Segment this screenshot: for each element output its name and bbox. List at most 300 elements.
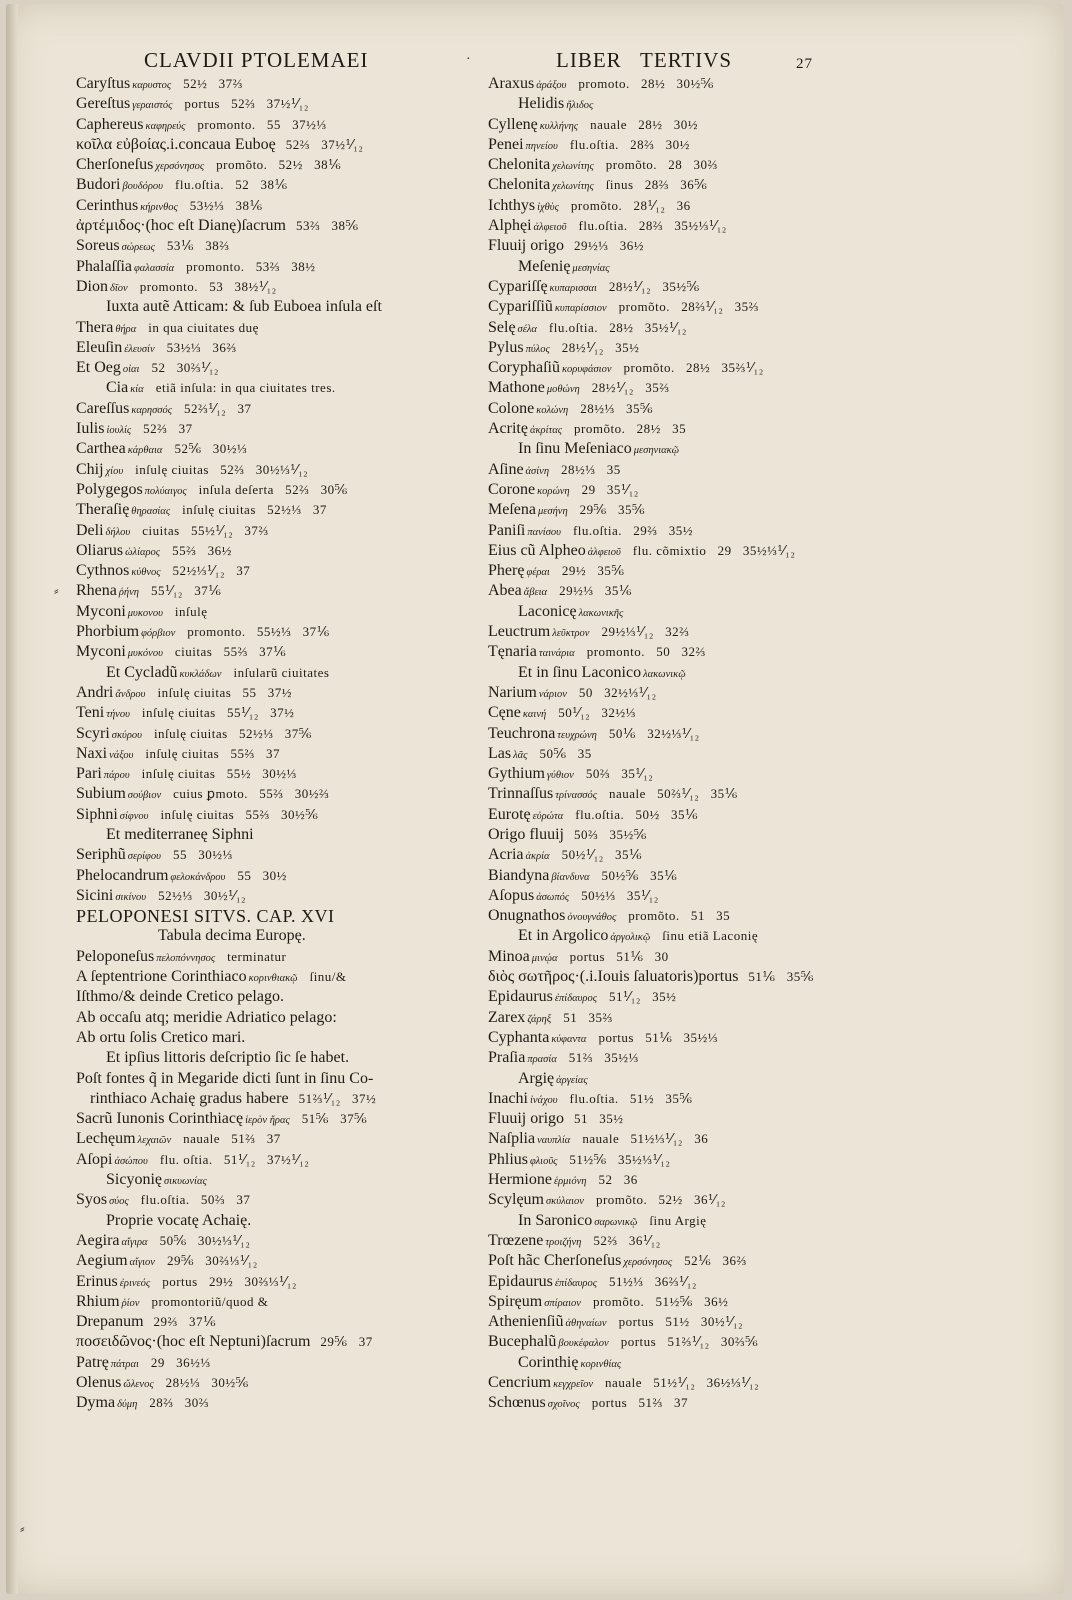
coordinates-text: promõto. 28⅔⅟₁₂ 35⅔	[618, 299, 759, 315]
latin-text: Tabula decima Europę.	[158, 927, 306, 945]
entry-line	[488, 175, 833, 195]
latin-text: Thera	[76, 318, 114, 336]
latin-text: Deli	[76, 521, 104, 539]
greek-text: κυλλήνης	[539, 120, 579, 132]
latin-text: Schœnus	[488, 1394, 546, 1412]
coordinates-text: portus 51½ 30½⅟₁₂	[618, 1314, 744, 1330]
entry-line	[76, 1089, 476, 1109]
coordinates-text: promonto. 55 37½⅓	[197, 116, 327, 132]
greek-text: οἰαι	[122, 364, 140, 376]
greek-text: σούβιον	[127, 790, 162, 802]
greek-text: χερσόνησος	[623, 1257, 673, 1269]
greek-text: εὐρώτα	[532, 810, 564, 822]
latin-text: Meſena	[488, 501, 536, 519]
latin-text: Aſopi	[76, 1150, 113, 1168]
latin-text: Cherſoneſus	[76, 156, 154, 174]
greek-text: κυκλάδων	[179, 668, 222, 680]
coordinates-text: 29⅔ 37⅙	[153, 1314, 217, 1330]
latin-text: Myconi	[76, 602, 126, 620]
latin-text: Hermione	[488, 1171, 552, 1189]
coordinates-text: 28½⅟₁₂ 35½⅚	[608, 278, 700, 294]
latin-text: Aegira	[76, 1231, 120, 1249]
entry-line	[488, 216, 833, 236]
coordinates-text: 51 35⅔	[563, 1009, 613, 1025]
book-page	[6, 4, 1064, 1594]
entry-line	[76, 1312, 476, 1332]
entry-line	[488, 784, 833, 804]
latin-text: Phelocandrum	[76, 866, 169, 884]
entry-line	[488, 1312, 833, 1332]
entry-line	[76, 1129, 476, 1149]
greek-text: τευχρώνη	[557, 729, 597, 741]
coordinates-text: flu.oſtia. 50½ 35⅙	[575, 806, 699, 822]
greek-text: καρησσός	[131, 404, 172, 416]
latin-text: Trinnaſſus	[488, 785, 554, 803]
coordinates-text: terminatur	[227, 948, 287, 964]
entry-line	[488, 561, 833, 581]
latin-text: Bucephalũ	[488, 1333, 557, 1351]
running-head-left: CLAVDII PTOLEMAEI	[144, 48, 369, 72]
entry-line	[488, 622, 833, 642]
latin-text: Soreus	[76, 237, 120, 255]
coordinates-text: inſulę ciuitas 52½⅓ 37⅚	[153, 725, 312, 741]
latin-text: Athenienſiũ	[488, 1313, 564, 1331]
greek-text: κάρθαια	[127, 445, 163, 457]
greek-text: σύος	[109, 1196, 129, 1208]
greek-text: πύλος	[525, 343, 550, 355]
greek-text: μυκονου	[127, 607, 163, 619]
greek-text: μεσηνίας	[572, 262, 610, 274]
latin-text: Abea	[488, 582, 522, 600]
coordinates-text: 53½⅓ 38⅙	[189, 197, 263, 213]
latin-text: Cęne	[488, 704, 521, 722]
coordinates-text: 50½⅓ 35⅟₁₂	[581, 887, 659, 903]
entry-line	[76, 1008, 476, 1028]
entry-line	[488, 1129, 833, 1149]
greek-text: φλιοῦς	[530, 1155, 558, 1167]
entry-line	[488, 1211, 833, 1231]
latin-text: Eius cũ Alpheo	[488, 541, 586, 559]
coordinates-text: ſinu/&	[309, 969, 347, 985]
greek-text: κυπαρισσαι	[549, 282, 597, 294]
greek-text: ἐλευσίν	[124, 343, 155, 355]
coordinates-text: flu.oſtia. 51½ 35⅚	[569, 1090, 693, 1106]
entry-line	[76, 378, 476, 398]
entry-line	[488, 1353, 833, 1373]
latin-text: Eurotę	[488, 805, 531, 823]
entry-line	[76, 1353, 476, 1373]
greek-text: ναυπλία	[537, 1135, 571, 1147]
latin-text: Polygegos	[76, 480, 143, 498]
entry-line	[76, 1150, 476, 1170]
entry-line	[76, 1069, 476, 1089]
greek-text: ἀλφειοῦ	[533, 222, 567, 234]
entry-line	[488, 1292, 833, 1312]
entry-line	[488, 500, 833, 520]
latin-text: Iſthmo/& deinde Cretico pelago.	[76, 988, 284, 1006]
latin-text: Naxi	[76, 744, 108, 762]
coordinates-text: 51⅔⅟₁₂ 37½	[298, 1090, 377, 1106]
coordinates-text: 28½⅓ 30½⅚	[165, 1375, 249, 1390]
coordinates-text: promõto. 28½ 35⅔⅟₁₂	[623, 360, 764, 376]
latin-text: Cythnos	[76, 562, 130, 580]
entry-line	[488, 926, 833, 946]
coordinates-text: promõto. 28 30⅔	[605, 157, 718, 173]
latin-text: Cyllenę	[488, 115, 538, 133]
greek-text: ἀσώπου	[114, 1155, 148, 1167]
entry-line	[488, 703, 833, 723]
greek-text: πάτραι	[110, 1358, 139, 1370]
greek-text: μεσηνιακῷ	[633, 445, 680, 457]
coordinates-text: 52½⅓ 30½⅟₁₂	[158, 887, 247, 903]
latin-text: Myconi	[76, 643, 126, 661]
latin-text: Minoa	[488, 947, 530, 965]
coordinates-text: promonto. 50 32⅔	[586, 644, 706, 660]
latin-text: Et Cycladũ	[106, 663, 178, 681]
entry-line	[488, 1109, 833, 1129]
latin-text: Chelonita	[488, 176, 551, 194]
latin-text: Trœzene	[488, 1231, 544, 1249]
latin-text: Iulis	[76, 420, 105, 438]
entry-line	[76, 277, 476, 297]
coordinates-text: 52⅔⅟₁₂ 37	[184, 400, 252, 416]
entry-line	[76, 1048, 476, 1068]
greek-text: ὠλίαρος	[125, 546, 161, 558]
coordinates-text: 50⅚ 35	[539, 745, 592, 761]
greek-text: κυπαρίσσιον	[554, 303, 607, 315]
latin-text: Siphni	[76, 805, 118, 823]
entry-line	[76, 967, 476, 987]
coordinates-text: flu. oſtia. 51⅟₁₂ 37½⅟₁₂	[159, 1151, 310, 1167]
greek-text: τρίνασσός	[555, 790, 597, 802]
coordinates-text: in qua ciuitates duę	[148, 319, 259, 335]
greek-text: σκύλαιον	[546, 1196, 584, 1208]
entry-line	[488, 1170, 833, 1190]
entry-line	[76, 602, 476, 622]
entry-line	[76, 1292, 476, 1312]
coordinates-text: flu.oſtia. 28⅔ 30½	[569, 136, 690, 152]
latin-text: Ab occaſu atq; meridie Adriatico pelago:	[76, 1008, 337, 1026]
entry-line	[76, 318, 476, 338]
entry-line	[76, 74, 476, 94]
latin-text: ἀρτέμιδος·(hoc eſt Dianę)ſacrum	[76, 217, 286, 235]
greek-text: σίφνου	[119, 810, 149, 822]
coordinates-text: 51⅟₁₂ 35½	[608, 989, 677, 1005]
entry-line	[76, 1190, 476, 1210]
coordinates-text: 55 30½⅓	[172, 847, 233, 863]
latin-text: Coryphaſiũ	[488, 359, 560, 377]
latin-text: Syos	[76, 1191, 108, 1209]
greek-text: δῖον	[110, 282, 128, 294]
coordinates-text: portus 51⅔⅟₁₂ 30⅔⅚	[620, 1334, 759, 1350]
greek-text: κύθνος	[131, 567, 161, 579]
coordinates-text: 29½ 35⅚	[561, 563, 625, 579]
latin-text: Lechęum	[76, 1130, 136, 1148]
latin-text: Phalaſſia	[76, 257, 132, 275]
entry-line	[488, 1150, 833, 1170]
latin-text: Biandyna	[488, 866, 550, 884]
greek-text: ἰουλίς	[106, 425, 132, 437]
latin-text: Aſopus	[488, 886, 535, 904]
entry-line	[488, 1089, 833, 1109]
coordinates-text: 29⅚ 30⅔⅓⅟₁₂	[166, 1253, 258, 1269]
entry-line	[76, 845, 476, 865]
greek-text: κολώνη	[536, 404, 569, 416]
latin-text: Cerinthus	[76, 196, 139, 214]
entry-line	[488, 297, 833, 317]
entry-line	[488, 845, 833, 865]
latin-text: Subium	[76, 785, 126, 803]
latin-text: Fluuij origo	[488, 237, 565, 255]
entry-line	[488, 642, 833, 662]
greek-text: σώρεως	[121, 242, 155, 254]
coordinates-text: inſulę ciuitas 52⅔ 30½⅓⅟₁₂	[135, 461, 309, 477]
coordinates-text: promonto. 55½⅓ 37⅙	[187, 624, 330, 640]
entry-line	[76, 1211, 476, 1231]
greek-text: ἱερὸν ἥρας	[245, 1115, 290, 1127]
latin-text: Mathone	[488, 379, 545, 397]
greek-text: φόρβιον	[141, 628, 176, 640]
latin-text: Acritę	[488, 420, 528, 438]
entry-line	[488, 1332, 833, 1352]
latin-text: rinthiaco Achaię gradus habere	[90, 1089, 289, 1107]
greek-text: θήρα	[115, 323, 137, 335]
greek-text: φαλασσία	[133, 262, 175, 274]
coordinates-text: 51⅙ 35⅚	[748, 969, 814, 985]
coordinates-text: 29⅚ 35⅚	[579, 502, 646, 518]
coordinates-text: etiã inſula: in qua ciuitates tres.	[155, 380, 336, 396]
latin-text: Et in Argolico	[518, 927, 609, 945]
latin-text: Poſt fontes q̃ in Megaride dicti ſunt in ſinu Co-	[76, 1069, 374, 1087]
latin-text: Aſine	[488, 460, 524, 478]
coordinates-text: 55 30½	[237, 867, 287, 883]
latin-text: Laconicę	[518, 602, 577, 620]
latin-text: Chelonita	[488, 156, 551, 174]
coordinates-text: flu.oſtia. 50⅔ 37	[140, 1192, 251, 1208]
coordinates-text: inſulę ciuitas 52½⅓ 37	[182, 502, 327, 518]
coordinates-text: inſula deſerta 52⅔ 30⅚	[198, 481, 348, 497]
latin-text: Pherę	[488, 562, 525, 580]
greek-text: μεσήνη	[537, 506, 568, 518]
greek-text: ἐρινεός	[119, 1277, 151, 1289]
coordinates-text: flu. cõmixtio 29 35½⅓⅟₁₂	[632, 542, 796, 558]
greek-text: ἄβεια	[523, 587, 548, 599]
greek-text: γεραιστός	[132, 100, 173, 112]
coordinates-text: 53⅔ 38⅚	[295, 218, 359, 234]
coordinates-text: ſinus 28⅔ 36⅚	[605, 177, 708, 193]
greek-text: ἀσίνη	[525, 465, 550, 477]
greek-text: ἀκρίτας	[529, 425, 563, 437]
entry-line	[488, 521, 833, 541]
greek-text: ἀθηναίων	[565, 1318, 607, 1330]
coordinates-text: 55⅟₁₂ 37⅙	[151, 583, 222, 599]
coordinates-text: portus 29½ 30⅔⅓⅟₁₂	[162, 1273, 297, 1289]
entry-line	[76, 1393, 476, 1413]
entry-line	[488, 683, 833, 703]
greek-text: λακωνικῆς	[578, 607, 624, 619]
coordinates-text: portus 51⅙ 30	[569, 948, 669, 964]
entry-line	[488, 318, 833, 338]
entry-line	[76, 521, 476, 541]
entry-line	[76, 541, 476, 561]
coordinates-text: portus 51⅔ 37	[591, 1395, 688, 1411]
latin-text: Onugnathos	[488, 907, 566, 925]
latin-text: Patrę	[76, 1353, 109, 1371]
greek-text: νάξου	[109, 749, 134, 761]
coordinates-text: promõto. 28⅟₁₂ 36	[570, 197, 691, 213]
coordinates-text: 28½⅓ 35⅚	[580, 400, 654, 416]
coordinates-text: promonto. 53⅔ 38½	[186, 258, 316, 274]
greek-text: τήνου	[106, 709, 130, 721]
greek-text: ταινάρια	[538, 648, 575, 660]
latin-text: Carthea	[76, 440, 126, 458]
greek-text: ζάρηξ	[527, 1013, 552, 1025]
latin-text: Cencrium	[488, 1374, 552, 1391]
greek-text: κία	[130, 384, 144, 396]
coordinates-text: nauale 51½⅟₁₂ 36½⅓⅟₁₂	[605, 1375, 760, 1390]
coordinates-text: nauale 50⅔⅟₁₂ 35⅙	[608, 786, 738, 802]
greek-text: γύθιον	[546, 770, 574, 782]
coordinates-text: 52½ 37⅔	[183, 76, 243, 91]
latin-text: Corone	[488, 480, 536, 498]
coordinates-text: flu.oſtia. 28½ 35½⅟₁₂	[548, 319, 687, 335]
latin-text: Drepanum	[76, 1313, 144, 1331]
entry-line	[488, 1008, 833, 1028]
coordinates-text: inſulę	[174, 603, 208, 619]
latin-text: Eleuſin	[76, 338, 123, 356]
greek-text: κορινθίας	[580, 1358, 622, 1370]
greek-text: ἀκρία	[525, 851, 550, 863]
entry-line	[76, 683, 476, 703]
greek-text: ὀνουγνάθος	[567, 912, 617, 924]
latin-text: Pari	[76, 765, 102, 783]
entry-line	[488, 967, 833, 987]
greek-text: ῥήνη	[118, 587, 139, 599]
greek-text: κορώνη	[537, 485, 570, 497]
coordinates-text: 28½⅟₁₂ 35½	[561, 339, 640, 355]
greek-text: βίανδυνα	[551, 871, 590, 883]
entry-line	[488, 1251, 833, 1271]
latin-text: In ſinu Meſeniaco	[518, 440, 632, 458]
coordinates-text: flu.oſtia. 52 38⅙	[175, 177, 288, 193]
latin-text: Cypariſſiũ	[488, 298, 553, 316]
latin-text: Proprie vocatę Achaię.	[106, 1211, 252, 1229]
entry-line	[76, 338, 476, 358]
latin-text: Paniſi	[488, 521, 526, 539]
entry-line	[488, 581, 833, 601]
coordinates-text: 50½⅚ 35⅙	[601, 867, 678, 883]
entry-line	[76, 703, 476, 723]
coordinates-text: 50⅔ 35⅟₁₂	[585, 766, 654, 782]
entry-line	[488, 94, 833, 114]
coordinates-text: ſinu etiã Laconię	[662, 928, 759, 944]
latin-text: Corinthię	[518, 1353, 579, 1371]
latin-text: Acria	[488, 846, 524, 864]
coordinates-text: 52½⅓⅟₁₂ 37	[172, 563, 251, 579]
greek-text: σπίραιον	[544, 1297, 581, 1309]
coordinates-text: inſulę ciuitas 55⅟₁₂ 37½	[141, 705, 295, 721]
entry-line	[488, 419, 833, 439]
latin-text: Praſia	[488, 1049, 526, 1067]
latin-text: Seriphũ	[76, 846, 126, 864]
greek-text: ὤλενος	[123, 1379, 154, 1390]
greek-text: φελοκάνδρου	[170, 871, 226, 883]
greek-text: χελωνίτης	[552, 181, 594, 193]
greek-text: κήρινθος	[140, 201, 178, 213]
entry-line	[488, 236, 833, 256]
latin-text: Gereſtus	[76, 95, 131, 113]
entry-line	[488, 602, 833, 622]
margin-mark: ⸗	[54, 584, 59, 599]
greek-text: λεῦκτρον	[552, 628, 590, 640]
coordinates-text: ciuitas 55⅔ 37⅙	[174, 644, 287, 660]
entry-line	[76, 196, 476, 216]
page-number: 27	[796, 56, 813, 72]
latin-text: PELOPONESI SITVS. CAP. XVI	[76, 906, 335, 927]
coordinates-text: promõto. 52½ 36⅟₁₂	[595, 1192, 726, 1208]
latin-text: Leuctrum	[488, 623, 551, 641]
greek-text: πελοπόννησος	[156, 952, 216, 964]
latin-text: A ſeptentrione Corinthiaco	[76, 968, 247, 986]
coordinates-text: 50⅙ 32½⅓⅟₁₂	[608, 725, 700, 741]
entry-line	[76, 622, 476, 642]
entry-line	[488, 257, 833, 277]
entry-line	[76, 216, 476, 236]
latin-text: Teni	[76, 704, 105, 722]
greek-text: ἰνάχου	[529, 1094, 558, 1106]
greek-text: βουκέφαλον	[558, 1338, 609, 1350]
coordinates-text: promõto. 28½ 35	[574, 421, 687, 437]
entry-line	[488, 1048, 833, 1068]
latin-text: Scylęum	[488, 1191, 544, 1209]
greek-text: μυκόνου	[127, 648, 163, 660]
greek-text: καινή	[522, 709, 547, 721]
latin-text: Dion	[76, 277, 108, 295]
entry-line	[488, 1272, 833, 1292]
coordinates-text: 52 30⅔⅟₁₂	[151, 360, 219, 376]
latin-text: Iuxta autẽ Atticam: & ſub Euboea inſula eſt	[106, 298, 382, 316]
entry-line	[488, 947, 833, 967]
ornament-mark: ·	[466, 52, 471, 67]
coordinates-text: promõto. 51 35	[628, 908, 731, 924]
latin-text: κοῖλα εὐβοίας.i.concaua Euboę	[76, 135, 276, 153]
entry-line	[76, 155, 476, 175]
coordinates-text: flu.oſtia. 28⅔ 35½⅓⅟₁₂	[578, 218, 727, 234]
entry-line	[488, 663, 833, 683]
coordinates-text: 52 36	[598, 1172, 638, 1188]
coordinates-text: 52⅚ 30½⅓	[174, 441, 248, 457]
latin-text: Sicini	[76, 886, 114, 904]
greek-text: πρασία	[527, 1054, 557, 1066]
coordinates-text: nauale 51½⅓⅟₁₂ 36	[582, 1131, 709, 1147]
greek-text: ἤλιδος	[566, 100, 594, 112]
greek-text: κύφαντα	[551, 1033, 587, 1045]
latin-text: διὸς σωτῆρος·(.i.Iouis ſaluatoris)portus	[488, 968, 739, 986]
coordinates-text: portus 51⅙ 35½⅓	[598, 1029, 719, 1045]
entry-line	[76, 1332, 476, 1352]
entry-line	[76, 866, 476, 886]
latin-text: Teuchrona	[488, 724, 556, 742]
greek-text: ἰχθὺς	[537, 201, 559, 213]
entry-line	[76, 1170, 476, 1190]
entry-line	[76, 663, 476, 683]
greek-text: θηρασίας	[131, 506, 171, 518]
entry-line	[76, 115, 476, 135]
latin-text: Et mediterraneę Siphni	[106, 825, 254, 843]
coordinates-text: 28½⅟₁₂ 35⅔	[591, 380, 670, 396]
latin-text: Argię	[518, 1069, 555, 1087]
coordinates-text: 28½⅓ 35	[561, 461, 621, 477]
